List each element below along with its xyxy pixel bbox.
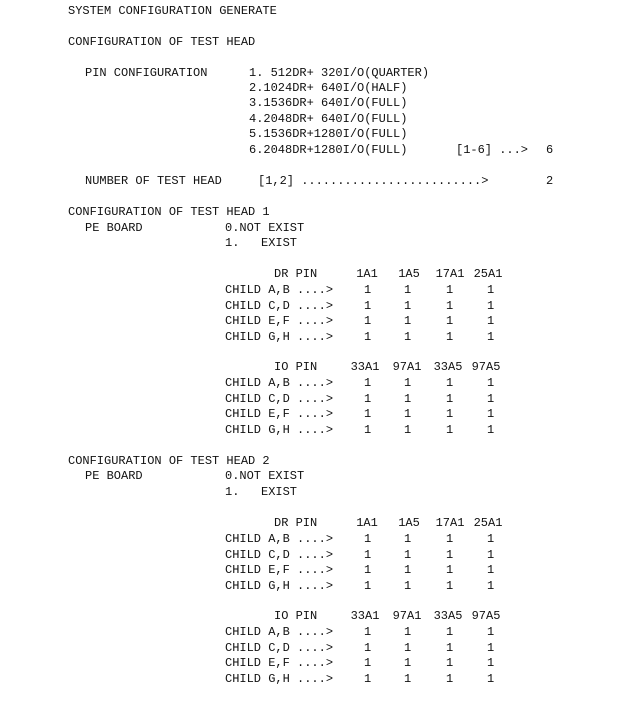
dr-pin-value[interactable]: 1 bbox=[404, 532, 412, 546]
pin-configuration-value[interactable]: 6 bbox=[546, 143, 554, 157]
dr-pin-value[interactable]: 1 bbox=[404, 579, 412, 593]
pin-option-4: 4.2048DR+ 640I/O(FULL) bbox=[249, 112, 408, 126]
io-pin-value[interactable]: 1 bbox=[404, 423, 412, 437]
io-pin-value[interactable]: 1 bbox=[404, 392, 412, 406]
io-pin-value[interactable]: 1 bbox=[446, 423, 454, 437]
io-pin-column-header: 97A1 bbox=[392, 609, 422, 623]
pe-board-label: PE BOARD bbox=[85, 469, 143, 483]
pin-option-1: 1. 512DR+ 320I/O(QUARTER) bbox=[249, 66, 430, 80]
child-row-label: CHILD A,B ....> bbox=[225, 532, 334, 546]
child-row-label: CHILD E,F ....> bbox=[225, 407, 334, 421]
section-heading-test-head-1: CONFIGURATION OF TEST HEAD 1 bbox=[68, 205, 270, 219]
child-row-label: CHILD E,F ....> bbox=[225, 314, 334, 328]
dr-pin-value[interactable]: 1 bbox=[404, 548, 412, 562]
dr-pin-value[interactable]: 1 bbox=[446, 548, 454, 562]
dr-pin-label: DR PIN bbox=[274, 267, 318, 281]
io-pin-label: IO PIN bbox=[274, 360, 318, 374]
pin-option-3: 3.1536DR+ 640I/O(FULL) bbox=[249, 96, 408, 110]
io-pin-value[interactable]: 1 bbox=[446, 625, 454, 639]
io-pin-column-header: 97A5 bbox=[471, 360, 501, 374]
dr-pin-value[interactable]: 1 bbox=[364, 532, 372, 546]
io-pin-value[interactable]: 1 bbox=[404, 641, 412, 655]
io-pin-column-header: 33A1 bbox=[350, 609, 380, 623]
dr-pin-label: DR PIN bbox=[274, 516, 318, 530]
pin-option-5: 5.1536DR+1280I/O(FULL) bbox=[249, 127, 408, 141]
io-pin-column-header: 33A5 bbox=[433, 360, 463, 374]
dr-pin-value[interactable]: 1 bbox=[487, 283, 495, 297]
io-pin-column-header: 33A1 bbox=[350, 360, 380, 374]
io-pin-value[interactable]: 1 bbox=[487, 392, 495, 406]
number-of-test-head-prompt: [1,2] .........................> bbox=[258, 174, 489, 188]
page-title: SYSTEM CONFIGURATION GENERATE bbox=[68, 4, 277, 18]
child-row-label: CHILD G,H ....> bbox=[225, 579, 334, 593]
io-pin-value[interactable]: 1 bbox=[364, 392, 372, 406]
child-row-label: CHILD C,D ....> bbox=[225, 641, 334, 655]
io-pin-value[interactable]: 1 bbox=[487, 625, 495, 639]
dr-pin-value[interactable]: 1 bbox=[487, 299, 495, 313]
io-pin-value[interactable]: 1 bbox=[404, 625, 412, 639]
dr-pin-value[interactable]: 1 bbox=[487, 563, 495, 577]
dr-pin-value[interactable]: 1 bbox=[487, 330, 495, 344]
dr-pin-column-header: 25A1 bbox=[473, 516, 503, 530]
io-pin-value[interactable]: 1 bbox=[446, 392, 454, 406]
pe-board-option-exist: 1. EXIST bbox=[225, 236, 298, 250]
io-pin-column-header: 97A1 bbox=[392, 360, 422, 374]
io-pin-value[interactable]: 1 bbox=[487, 641, 495, 655]
dr-pin-column-header: 17A1 bbox=[435, 267, 465, 281]
io-pin-value[interactable]: 1 bbox=[364, 672, 372, 686]
dr-pin-column-header: 1A5 bbox=[398, 267, 420, 281]
child-row-label: CHILD A,B ....> bbox=[225, 376, 334, 390]
io-pin-value[interactable]: 1 bbox=[404, 672, 412, 686]
child-row-label: CHILD E,F ....> bbox=[225, 563, 334, 577]
child-row-label: CHILD G,H ....> bbox=[225, 672, 334, 686]
io-pin-value[interactable]: 1 bbox=[446, 641, 454, 655]
child-row-label: CHILD G,H ....> bbox=[225, 330, 334, 344]
dr-pin-column-header: 17A1 bbox=[435, 516, 465, 530]
io-pin-value[interactable]: 1 bbox=[364, 656, 372, 670]
dr-pin-value[interactable]: 1 bbox=[364, 330, 372, 344]
io-pin-value[interactable]: 1 bbox=[446, 656, 454, 670]
pin-configuration-prompt: [1-6] ...> bbox=[456, 143, 529, 157]
io-pin-value[interactable]: 1 bbox=[364, 625, 372, 639]
io-pin-value[interactable]: 1 bbox=[487, 672, 495, 686]
number-of-test-head-value[interactable]: 2 bbox=[546, 174, 554, 188]
dr-pin-value[interactable]: 1 bbox=[487, 579, 495, 593]
dr-pin-value[interactable]: 1 bbox=[487, 532, 495, 546]
io-pin-value[interactable]: 1 bbox=[487, 656, 495, 670]
io-pin-value[interactable]: 1 bbox=[404, 407, 412, 421]
dr-pin-value[interactable]: 1 bbox=[404, 299, 412, 313]
dr-pin-value[interactable]: 1 bbox=[487, 314, 495, 328]
child-row-label: CHILD E,F ....> bbox=[225, 656, 334, 670]
dr-pin-value[interactable]: 1 bbox=[364, 579, 372, 593]
dr-pin-value[interactable]: 1 bbox=[364, 283, 372, 297]
pe-board-option-exist: 1. EXIST bbox=[225, 485, 298, 499]
dr-pin-column-header: 1A1 bbox=[356, 516, 378, 530]
dr-pin-value[interactable]: 1 bbox=[487, 548, 495, 562]
child-row-label: CHILD C,D ....> bbox=[225, 299, 334, 313]
io-pin-value[interactable]: 1 bbox=[364, 407, 372, 421]
dr-pin-value[interactable]: 1 bbox=[446, 314, 454, 328]
io-pin-column-header: 97A5 bbox=[471, 609, 501, 623]
dr-pin-value[interactable]: 1 bbox=[364, 299, 372, 313]
dr-pin-value[interactable]: 1 bbox=[364, 314, 372, 328]
number-of-test-head-label: NUMBER OF TEST HEAD bbox=[85, 174, 222, 188]
dr-pin-column-header: 1A5 bbox=[398, 516, 420, 530]
dr-pin-value[interactable]: 1 bbox=[446, 532, 454, 546]
section-heading-test-head: CONFIGURATION OF TEST HEAD bbox=[68, 35, 256, 49]
section-heading-test-head-2: CONFIGURATION OF TEST HEAD 2 bbox=[68, 454, 270, 468]
pin-configuration-label: PIN CONFIGURATION bbox=[85, 66, 208, 80]
child-row-label: CHILD G,H ....> bbox=[225, 423, 334, 437]
io-pin-value[interactable]: 1 bbox=[487, 376, 495, 390]
io-pin-value[interactable]: 1 bbox=[487, 423, 495, 437]
dr-pin-value[interactable]: 1 bbox=[446, 563, 454, 577]
io-pin-value[interactable]: 1 bbox=[404, 376, 412, 390]
child-row-label: CHILD C,D ....> bbox=[225, 548, 334, 562]
io-pin-value[interactable]: 1 bbox=[364, 423, 372, 437]
io-pin-value[interactable]: 1 bbox=[446, 376, 454, 390]
io-pin-value[interactable]: 1 bbox=[446, 672, 454, 686]
pe-board-option-not-exist: 0.NOT EXIST bbox=[225, 469, 305, 483]
child-row-label: CHILD A,B ....> bbox=[225, 625, 334, 639]
dr-pin-column-header: 1A1 bbox=[356, 267, 378, 281]
dr-pin-value[interactable]: 1 bbox=[364, 563, 372, 577]
io-pin-value[interactable]: 1 bbox=[487, 407, 495, 421]
io-pin-column-header: 33A5 bbox=[433, 609, 463, 623]
io-pin-value[interactable]: 1 bbox=[364, 376, 372, 390]
dr-pin-value[interactable]: 1 bbox=[446, 579, 454, 593]
dr-pin-column-header: 25A1 bbox=[473, 267, 503, 281]
io-pin-value[interactable]: 1 bbox=[446, 407, 454, 421]
dr-pin-value[interactable]: 1 bbox=[404, 563, 412, 577]
pin-option-6: 6.2048DR+1280I/O(FULL) bbox=[249, 143, 408, 157]
dr-pin-value[interactable]: 1 bbox=[404, 283, 412, 297]
pe-board-option-not-exist: 0.NOT EXIST bbox=[225, 221, 305, 235]
dr-pin-value[interactable]: 1 bbox=[446, 299, 454, 313]
pe-board-label: PE BOARD bbox=[85, 221, 143, 235]
child-row-label: CHILD A,B ....> bbox=[225, 283, 334, 297]
child-row-label: CHILD C,D ....> bbox=[225, 392, 334, 406]
dr-pin-value[interactable]: 1 bbox=[446, 283, 454, 297]
dr-pin-value[interactable]: 1 bbox=[446, 330, 454, 344]
io-pin-value[interactable]: 1 bbox=[404, 656, 412, 670]
dr-pin-value[interactable]: 1 bbox=[404, 330, 412, 344]
dr-pin-value[interactable]: 1 bbox=[404, 314, 412, 328]
io-pin-value[interactable]: 1 bbox=[364, 641, 372, 655]
pin-option-2: 2.1024DR+ 640I/O(HALF) bbox=[249, 81, 408, 95]
dr-pin-value[interactable]: 1 bbox=[364, 548, 372, 562]
io-pin-label: IO PIN bbox=[274, 609, 318, 623]
